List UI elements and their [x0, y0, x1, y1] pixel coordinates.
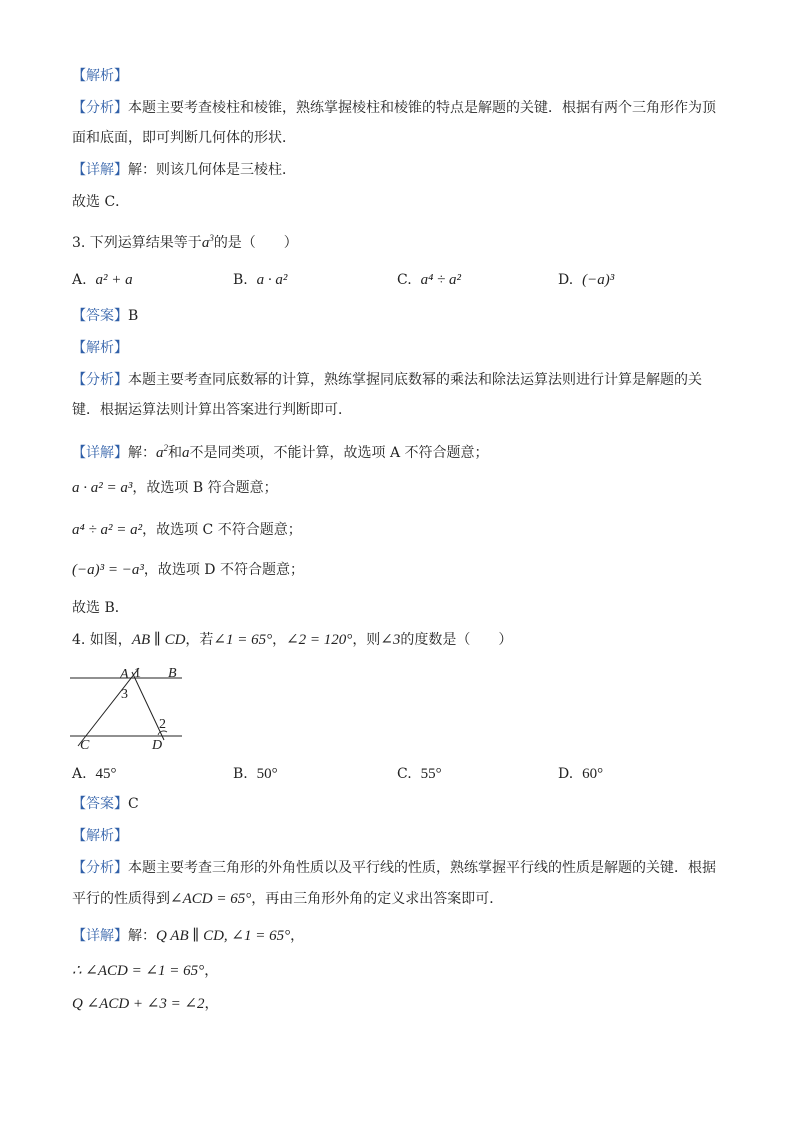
analysis-heading: 【解析】 [72, 68, 128, 84]
answer-value: B [128, 308, 139, 324]
q3-detail-line-1: 【详解】解：$a^2$和a不是同类项，不能计算，故选项 A 不符合题意； [72, 443, 489, 461]
q4-fenxi-line: 【分析】本题主要考查三角形的外角性质以及平行线的性质，熟练掌握平行线的性质是解题的关键．根据 [72, 860, 716, 876]
q3-stem-before: 3. 下列运算结果等于 [72, 235, 202, 251]
label-b: B [168, 666, 177, 681]
label-a: A [120, 667, 129, 682]
geometry-figure [70, 660, 190, 752]
q4-option-a: A. 45° [72, 766, 117, 782]
q4-option-b: B. 50° [233, 766, 278, 782]
analysis-line [72, 98, 716, 118]
q3-fenxi-line: 【分析】本题主要考查同底数幂的计算，熟练掌握同底数幂的乘法和除法运算法则进行计算是解题的关 [72, 372, 702, 388]
q3-stem-after: 的是（ ） [213, 235, 298, 251]
q3-detail-line-4: (−a)³ = −a³，故选项 D 不符合题意； [72, 562, 304, 578]
q4-detail-line-2: ∴ ∠ACD = ∠1 = 65°， [72, 963, 219, 979]
q4-option-c: C. 55° [397, 766, 442, 782]
q3-a-squared: $a^2$ [156, 443, 168, 461]
q3-detail-line-3: a⁴ ÷ a² = a²，故选项 C 不符合题意； [72, 522, 302, 538]
xiangjie-text: 解：则该几何体是三棱柱． [128, 162, 296, 178]
q4-option-d: D. 60° [558, 766, 604, 782]
answer-tag: 【答案】 [72, 308, 128, 324]
xiangjie-tag: 【详解】 [72, 162, 128, 178]
q4-fenxi-line-2: 平行的性质得到∠ACD = 65°，再由三角形外角的定义求出答案即可． [72, 891, 504, 907]
q3-analysis-heading: 【解析】 [72, 340, 128, 356]
label-angle-2: 2 [159, 717, 166, 732]
q3-fenxi-line-2: 键．根据运算法则计算出答案进行判断即可． [72, 402, 352, 418]
q3-a-cubed: $a^3$ [201, 233, 214, 251]
label-d: D [152, 738, 163, 752]
fenxi-text: 本题主要考查棱柱和棱锥，熟练掌握棱柱和棱锥的特点是解题的关键．根据有两个三角形作为顶 [128, 100, 716, 116]
label-angle-3: 3 [121, 687, 128, 702]
analysis-line-2: 面和底面，即可判断几何体的形状． [72, 130, 296, 146]
q3-option-d: D. (−a)³ [558, 272, 615, 288]
q4-analysis-heading: 【解析】 [72, 828, 128, 844]
question-3-stem [72, 228, 298, 253]
label-angle-1: 1 [134, 666, 141, 681]
detail-line [72, 160, 296, 180]
q3-option-a: A. a² + a [72, 272, 133, 288]
q4-detail-line-1: 【详解】解：Q AB ∥ CD, ∠1 = 65°， [72, 928, 305, 944]
line-ac [78, 668, 139, 746]
question-4-stem: 4. 如图，AB ∥ CD，若∠1 = 65°，∠2 = 120°，则∠3的度数是（ ） [72, 632, 513, 648]
q3-option-c: C. a⁴ ÷ a² [397, 272, 462, 288]
q3-answer-line [72, 306, 138, 326]
q3-detail-line-2: a · a² = a³，故选项 B 符合题意； [72, 480, 278, 496]
fenxi-tag: 【分析】 [72, 100, 128, 116]
q4-answer-line: 【答案】C [72, 796, 139, 812]
q4-detail-line-3: Q ∠ACD + ∠3 = ∠2， [72, 996, 219, 1012]
conclusion-line: 故选 C． [72, 194, 130, 210]
q3-conclusion: 故选 B． [72, 600, 129, 616]
label-c: C [80, 738, 90, 752]
q3-option-b: B. a · a² [233, 272, 288, 288]
